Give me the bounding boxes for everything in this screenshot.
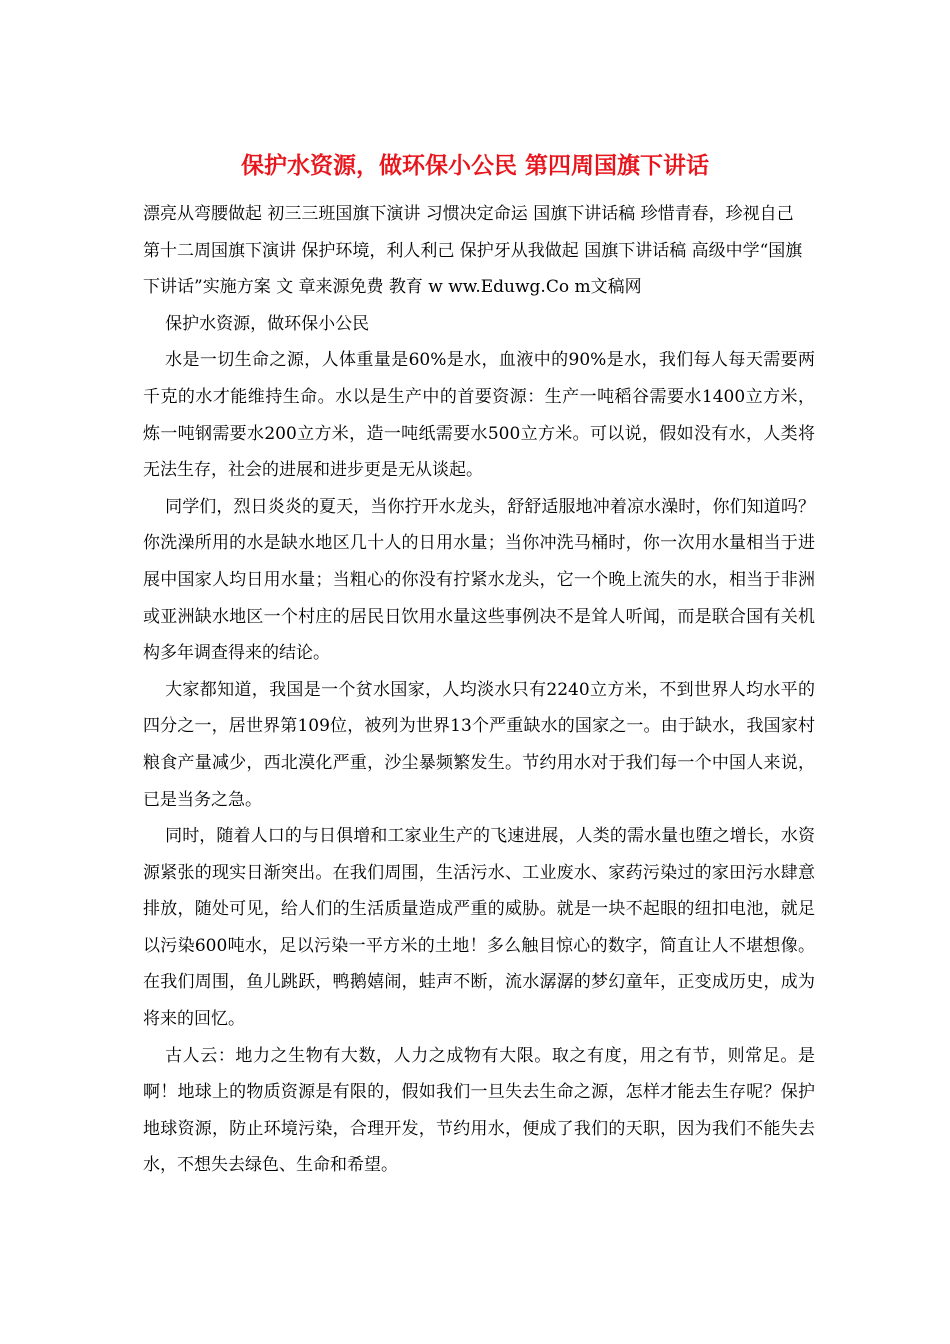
section-heading: 保护水资源，做环保小公民: [165, 313, 370, 334]
document-title: 保护水资源，做环保小公民 第四周国旗下讲话: [240, 152, 709, 179]
related-links-text: 漂亮从弯腰做起 初三三班国旗下演讲 习惯决定命运 国旗下讲话稿 珍惜青春，珍视自己 第十二周国旗下演讲 保护环境，利人利己 保护牙从我做起 国旗下讲话稿 高级中学“国旗下讲话”实施方案 文 章来源免费 教育 w ww.Eduwg.Co m文稿网: [143, 204, 803, 298]
paragraph: 同学们，烈日炎炎的夏天，当你拧开水龙头，舒舒适服地冲着凉水澡时，你们知道吗？你洗澡所用的水是缺水地区几十人的日用水量；当你冲洗马桶时，你一次用水量相当于进展中国家人均日用水量；当粗心的你没有拧紧水龙头，它一个晚上流失的水，相当于非洲或亚洲缺水地区一个村庄的居民日饮用水量这些事例决不是耸人听闻，而是联合国有关机构多年调查得来的结论。: [143, 496, 815, 664]
paragraph: 水是一切生命之源，人体重量是60%是水，血液中的90%是水，我们每人每天需要两千克的水才能维持生命。水以是生产中的首要资源：生产一吨稻谷需要水1400立方米，炼一吨钢需要水200立方米，造一吨纸需要水500立方米。可以说，假如没有水，人类将无法生存，社会的进展和进步更是无从谈起。: [143, 350, 815, 481]
paragraph: 大家都知道，我国是一个贫水国家，人均淡水只有2240立方米，不到世界人均水平的四分之一，居世界第109位，被列为世界13个严重缺水的国家之一。由于缺水，我国家村粮食产量减少，西北漠化严重，沙尘暴频繁发生。节约用水对于我们每一个中国人来说，已是当务之急。: [143, 679, 815, 810]
paragraph: 同时，随着人口的与日俱增和工家业生产的飞速进展，人类的需水量也堕之增长，水资源紧张的现实日渐突出。在我们周围，生活污水、工业废水、家药污染过的家田污水肆意排放，随处可见，给人们的生活质量造成严重的威胁。就是一块不起眼的纽扣电池，就足以污染600吨水，足以污染一平方米的土地！多么触目惊心的数字，简直让人不堪想像。在我们周围，鱼儿跳跃，鸭鹅嬉闹，蛙声不断，流水潺潺的梦幻童年，正变成历史，成为将来的回忆。: [143, 826, 815, 1030]
paragraph: 古人云：地力之生物有大数，人力之成物有大限。取之有度，用之有节，则常足。是啊！地球上的物质资源是有限的，假如我们一旦失去生命之源，怎样才能去生存呢？保护地球资源，防止环境污染，合理开发，节约用水，便成了我们的天职，因为我们不能失去水，不想失去绿色、生命和希望。: [143, 1045, 815, 1176]
document-body: [143, 196, 815, 1184]
